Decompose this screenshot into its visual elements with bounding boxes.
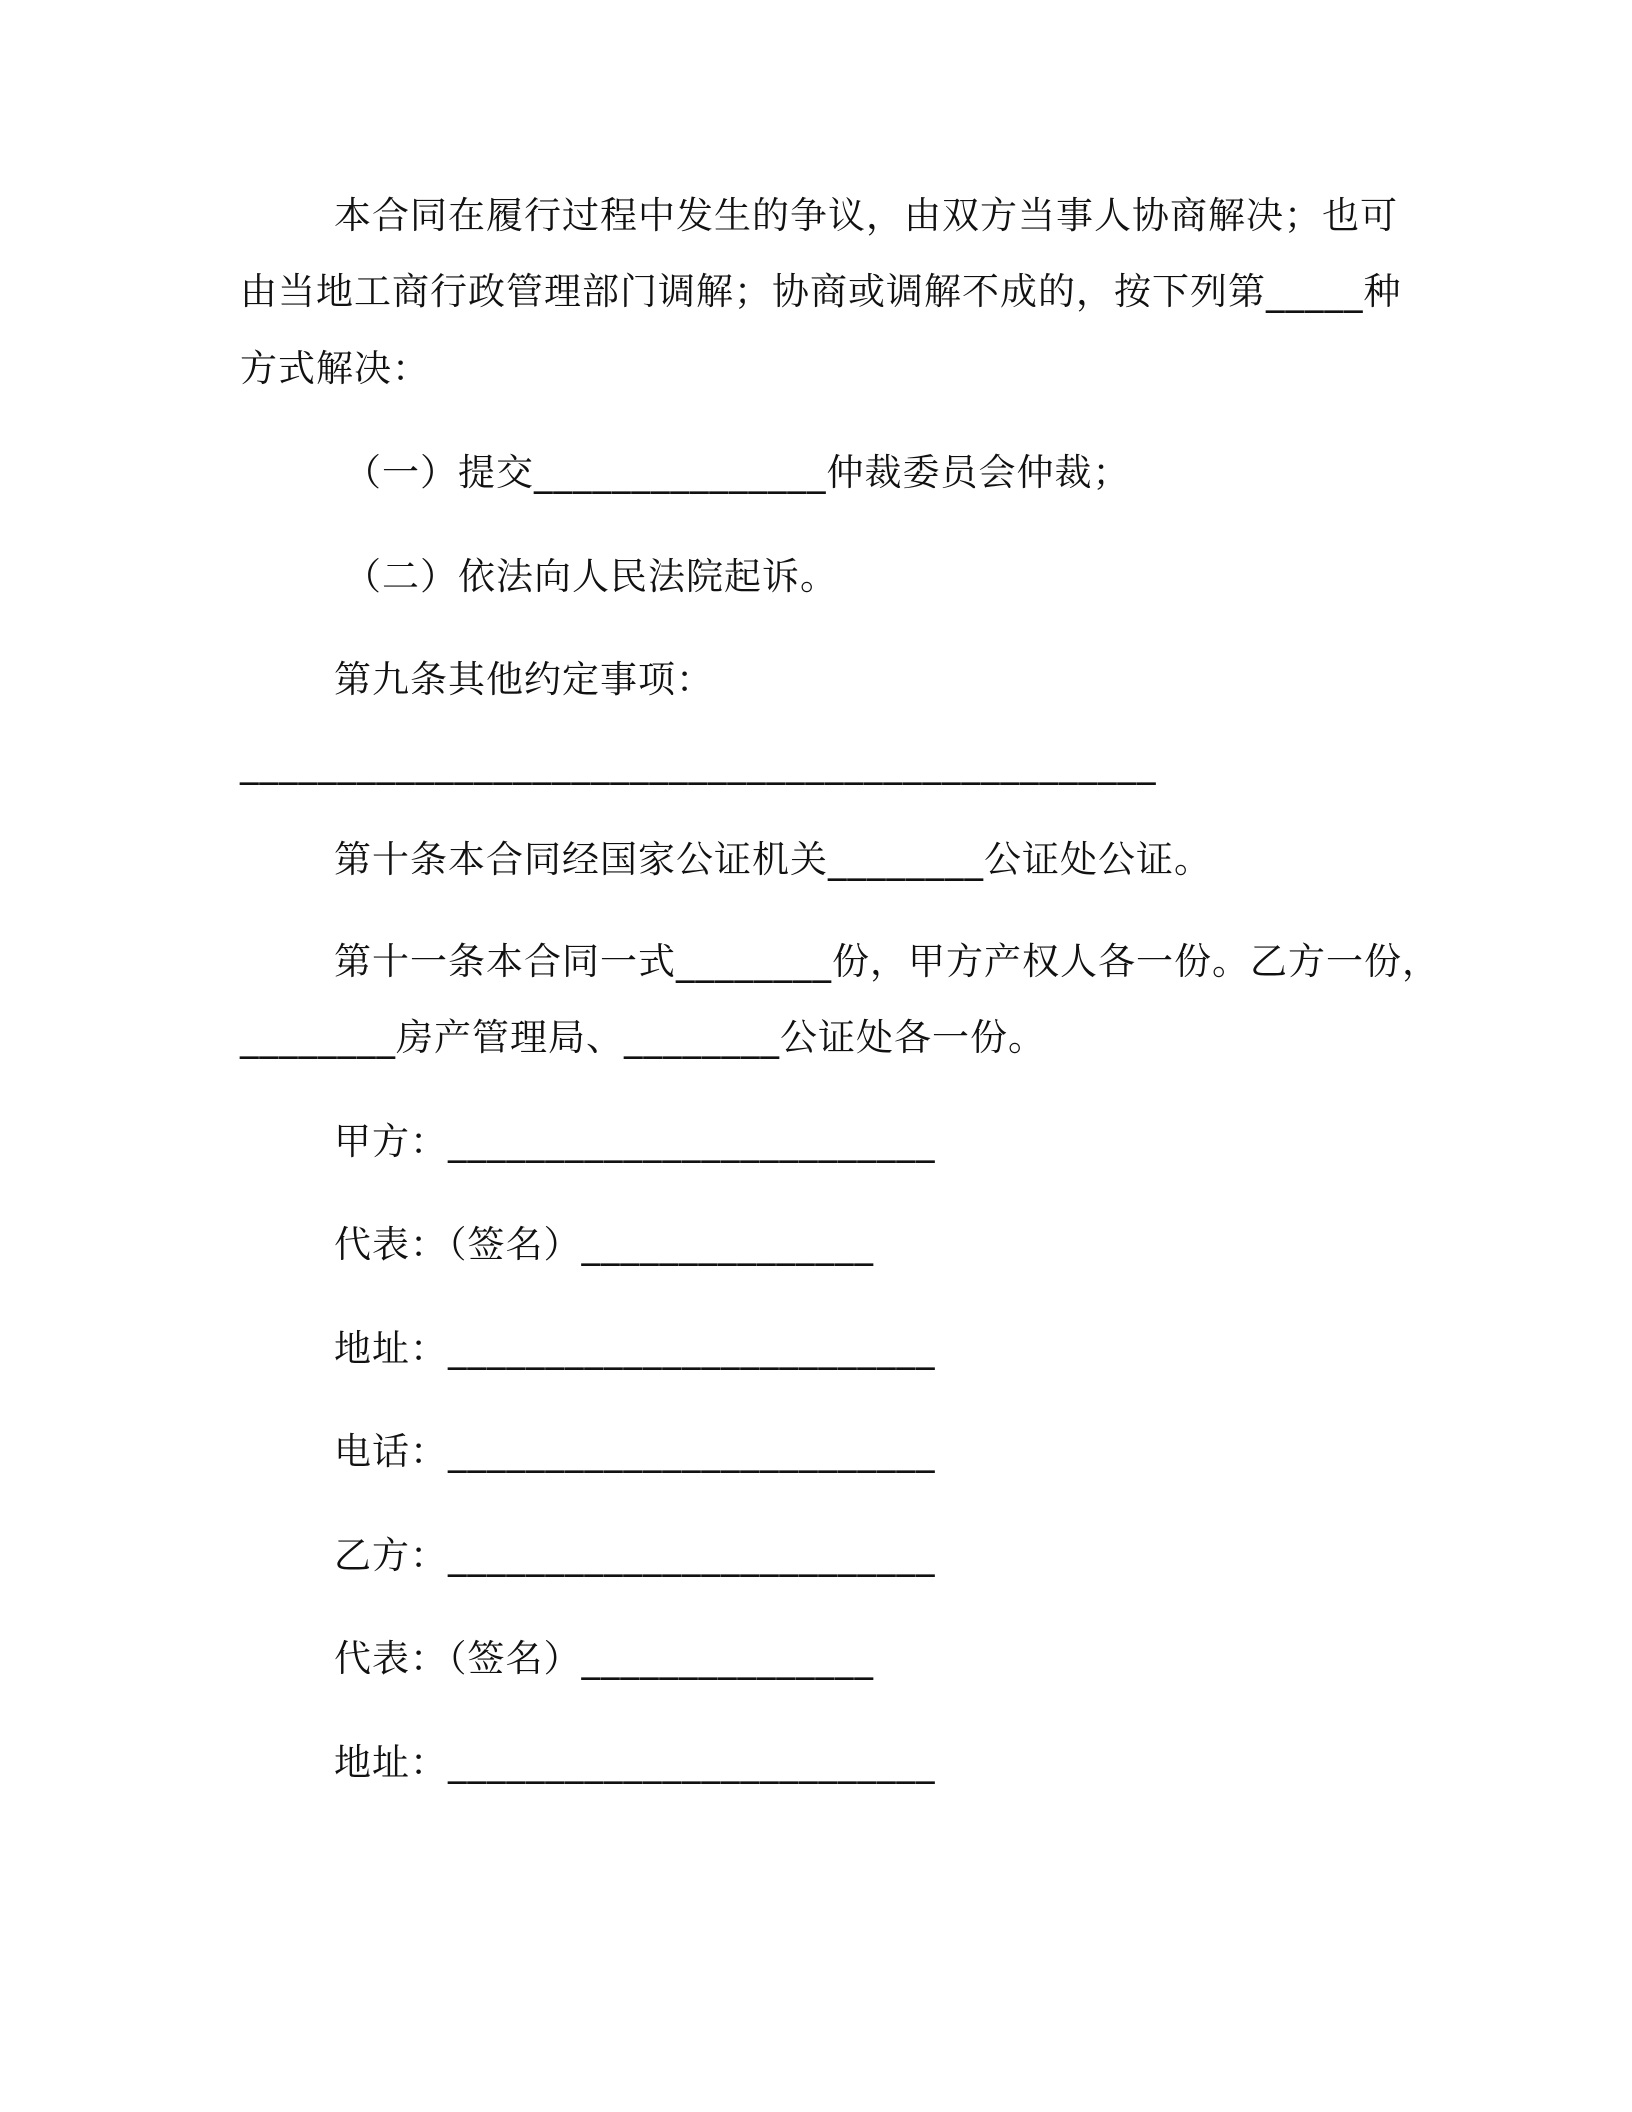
article-9-blank-line: _______________________________________________ — [240, 742, 1157, 785]
article-11-line-1: 第十一条本合同一式________份，甲方产权人各一份。乙方一份， — [334, 940, 1440, 983]
article-9-heading: 第九条其他约定事项： — [334, 658, 714, 701]
party-a-address-field: 地址：_________________________ — [334, 1327, 936, 1370]
dispute-paragraph-line-2: 由当地工商行政管理部门调解；协商或调解不成的，按下列第_____种 — [240, 270, 1402, 313]
option-arbitration: （一）提交_______________仲裁委员会仲裁； — [344, 451, 1131, 494]
party-b-representative-field: 代表：（签名）_______________ — [334, 1637, 874, 1680]
party-b-address-field: 地址：_________________________ — [334, 1741, 936, 1784]
party-b-field: 乙方：_________________________ — [334, 1534, 936, 1577]
party-a-phone-field: 电话：_________________________ — [334, 1430, 936, 1473]
article-11-line-2: ________房产管理局、________公证处各一份。 — [240, 1016, 1046, 1059]
dispute-paragraph-line-1: 本合同在履行过程中发生的争议，由双方当事人协商解决；也可 — [334, 194, 1398, 237]
dispute-paragraph-line-3: 方式解决： — [240, 347, 430, 390]
party-a-field: 甲方：_________________________ — [334, 1120, 936, 1163]
option-court: （二）依法向人民法院起诉。 — [344, 555, 838, 598]
party-a-representative-field: 代表：（签名）_______________ — [334, 1223, 874, 1266]
article-10: 第十条本合同经国家公证机关________公证处公证。 — [334, 838, 1212, 881]
